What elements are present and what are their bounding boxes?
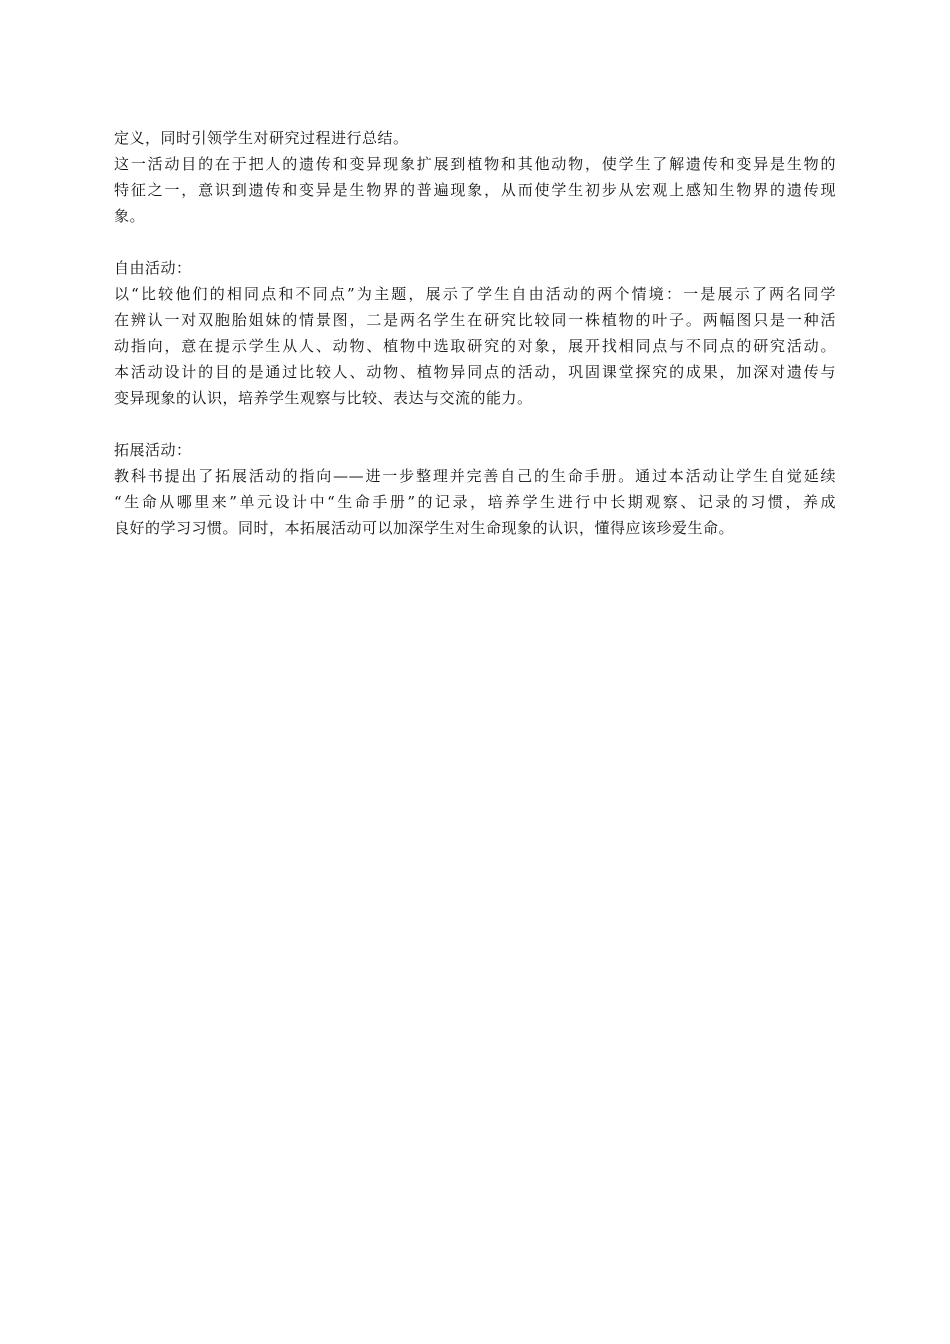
- text-line: 变异现象的认识，培养学生观察与比较、表达与交流的能力。: [114, 389, 533, 407]
- text-line: 在辨认一对双胞胎姐妹的情景图，二是两名学生在研究比较同一株植物的叶子。两幅图只是一种活: [114, 311, 836, 329]
- text-line: 象。: [114, 207, 146, 225]
- text-line: 特征之一，意识到遗传和变异是生物界的普遍现象，从而使学生初步从宏观上感知生物界的遗传现: [114, 181, 836, 199]
- section-free-activity: [114, 255, 836, 411]
- section-heading: 自由活动：: [114, 259, 192, 277]
- paragraph-gap: [114, 411, 836, 437]
- text-line: 以“比较他们的相同点和不同点”为主题，展示了学生自由活动的两个情境：一是展示了两名同学: [114, 285, 836, 303]
- section-heading: 拓展活动：: [114, 441, 192, 459]
- text-line: 定义，同时引领学生对研究过程进行总结。: [114, 129, 409, 147]
- text-line: 这一活动目的在于把人的遗传和变异现象扩展到植物和其他动物，使学生了解遗传和变异是生物的: [114, 155, 836, 173]
- text-line: 教科书提出了拓展活动的指向——进一步整理并完善自己的生命手册。通过本活动让学生自觉延续: [114, 467, 836, 485]
- text-line: 本活动设计的目的是通过比较人、动物、植物异同点的活动，巩固课堂探究的成果，加深对遗传与: [114, 363, 836, 381]
- section-extension-activity: [114, 437, 836, 541]
- text-line: 良好的学习习惯。同时，本拓展活动可以加深学生对生命现象的认识，懂得应该珍爱生命。: [114, 519, 735, 537]
- text-line: 动指向，意在提示学生从人、动物、植物中选取研究的对象，展开找相同点与不同点的研究活动。: [114, 337, 836, 355]
- text-line: “生命从哪里来”单元设计中“生命手册”的记录，培养学生进行中长期观察、记录的习惯，养成: [114, 493, 836, 511]
- paragraph-gap: [114, 229, 836, 255]
- document-page: [114, 125, 836, 541]
- paragraph-intro: [114, 125, 836, 229]
